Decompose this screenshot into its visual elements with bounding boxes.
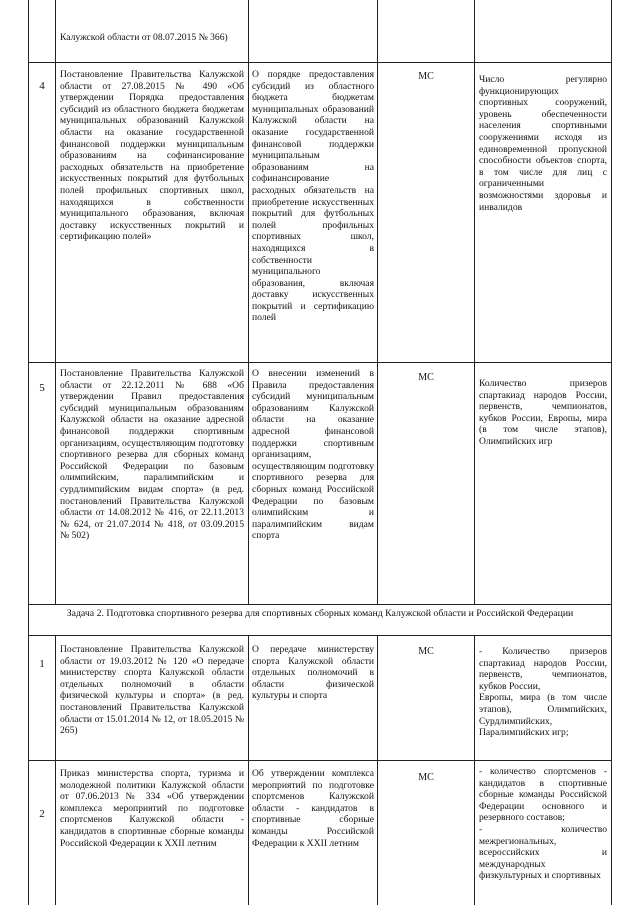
table-border [611, 0, 612, 604]
row-number: 4 [39, 80, 45, 92]
row-number: 5 [39, 382, 45, 394]
document-cell: Постановление Правительства Калужской области от 19.03.2012 № 120 «О передаче министерству спорта Калужской области отдельных полномочий в области физической культуры и спорта» (в ред. постановлений Правительства Калужской области от 15.01.2014 № 12, от 18.05.2015 № 265) [60, 644, 244, 737]
table-border [55, 635, 56, 905]
table-border [377, 0, 378, 604]
name-cell: О порядке предоставления субсидий из областного бюджета бюджетам муниципальных образований Калужской области на оказание государственной финансовой поддержки муниципальным образованиям на софинансирование расходных обязательств на приобретение искусственных покрытий для футбольных полей профильных спортивных школ, находящихся в собственности муниципального образования, включая доставку искусственных покрытий и сертификацию полей [252, 69, 374, 324]
executor-cell: МС [418, 646, 434, 657]
table-border [28, 635, 29, 905]
table-row [60, 32, 244, 44]
table-border [474, 635, 475, 905]
document-cell: Постановление Правительства Калужской области от 22.12.2011 № 688 «Об утверждении Правил предоставления субсидий муниципальным образованиям Калужской области на оказание адресной финансовой поддержки спортивным организациям, осуществляющим подготовку спортивного резерва для сборных команд Российской Федерации по базовым олимпийским, паралимпийским и сурдлимпийским видам спорта» (в ред. постановлений Правительства Калужской области от 14.08.2012 № 416, от 22.11.2013 № 624, от 21.07.2014 № 418, от 03.09.2015 № 502) [60, 368, 244, 542]
indicator-cell: Число регулярно функционирующих спортивных сооружений, уровень обеспеченности населения спортивными сооружениями исходя из единовременной пропускной способности объектов спорта, в том числе для лиц с ограниченными возможностями здоровья и инвалидов [479, 74, 607, 213]
table-border [28, 62, 612, 63]
table-border [611, 635, 612, 905]
table-border [28, 760, 612, 761]
name-cell: Об утверждении комплекса мероприятий по подготовке спортсменов Калужской области - кандидатов в спортивные сборные команды Российской Федерации к XXII летним [252, 768, 374, 849]
table-border [28, 604, 29, 635]
executor-cell: МС [418, 71, 434, 82]
table-border [28, 362, 612, 363]
name-cell: О внесении изменений в Правила предоставления субсидий муниципальным образованиям Калужской области на оказание адресной финансовой поддержки спортивным организациям, осуществляющим подготовку спортивного резерва для сборных команд Российской Федерации по базовым олимпийским и паралимпийским видам спорта [252, 368, 374, 542]
executor-cell: МС [418, 372, 434, 383]
table-border [474, 0, 475, 604]
table-border [248, 635, 249, 905]
table-border [55, 0, 56, 604]
document-cell: Приказ министерства спорта, туризма и молодежной политики Калужской области от 07.06.2013 № 334 «Об утверждении комплекса мероприятий по подготовке спортсменов Калужской области - кандидатов в спортивные сборные команды Российской Федерации к XXII летним [60, 768, 244, 849]
indicator-cell: Количество призеров спартакиад народов России, первенств, чемпионатов, кубков России, Европы, мира (в том числе этапов), Олимпийских игр [479, 378, 607, 447]
document-cell: Калужской области от 08.07.2015 № 366) [60, 32, 228, 43]
table-border [28, 0, 29, 604]
table-border [377, 635, 378, 905]
name-cell: О передаче министерству спорта Калужской области отдельных полномочий в области физической культуры и спорта [252, 644, 374, 702]
table-border [248, 0, 249, 604]
document-cell: Постановление Правительства Калужской области от 27.08.2015 № 490 «Об утверждении Порядка предоставления субсидий из областного бюджета бюджетам муниципальных образований Калужской области на оказание государственной финансовой поддержки муниципальным образованиям на софинансирование расходных обязательств на приобретение искусственных покрытий для футбольных полей профильных спортивных школ, находящихся в собственности муниципального образования, включая доставку искусственных покрытий и сертификацию полей» [60, 69, 244, 243]
row-number: 1 [39, 658, 45, 670]
indicator-cell: - Количество призеров спартакиад народов России, первенств, чемпионатов, кубков России, Европы, мира (в том числе этапов), Олимпийских, Сурдлимпийских, Паралимпийских игр; [479, 646, 607, 739]
table-border [28, 635, 612, 636]
task-header: Задача 2. Подготовка спортивного резерва для спортивных сборных команд Калужской области и Российской Федерации [66, 608, 574, 619]
table-border [611, 604, 612, 635]
row-number: 2 [39, 808, 45, 820]
executor-cell: МС [418, 772, 434, 783]
indicator-cell: - количество спортсменов - кандидатов в спортивные сборные команды Российской Федерации основного и резервного составов; - количество межрегиональных, всероссийских и международных физкультурных и спортивных [479, 766, 607, 882]
table-border [28, 604, 612, 605]
